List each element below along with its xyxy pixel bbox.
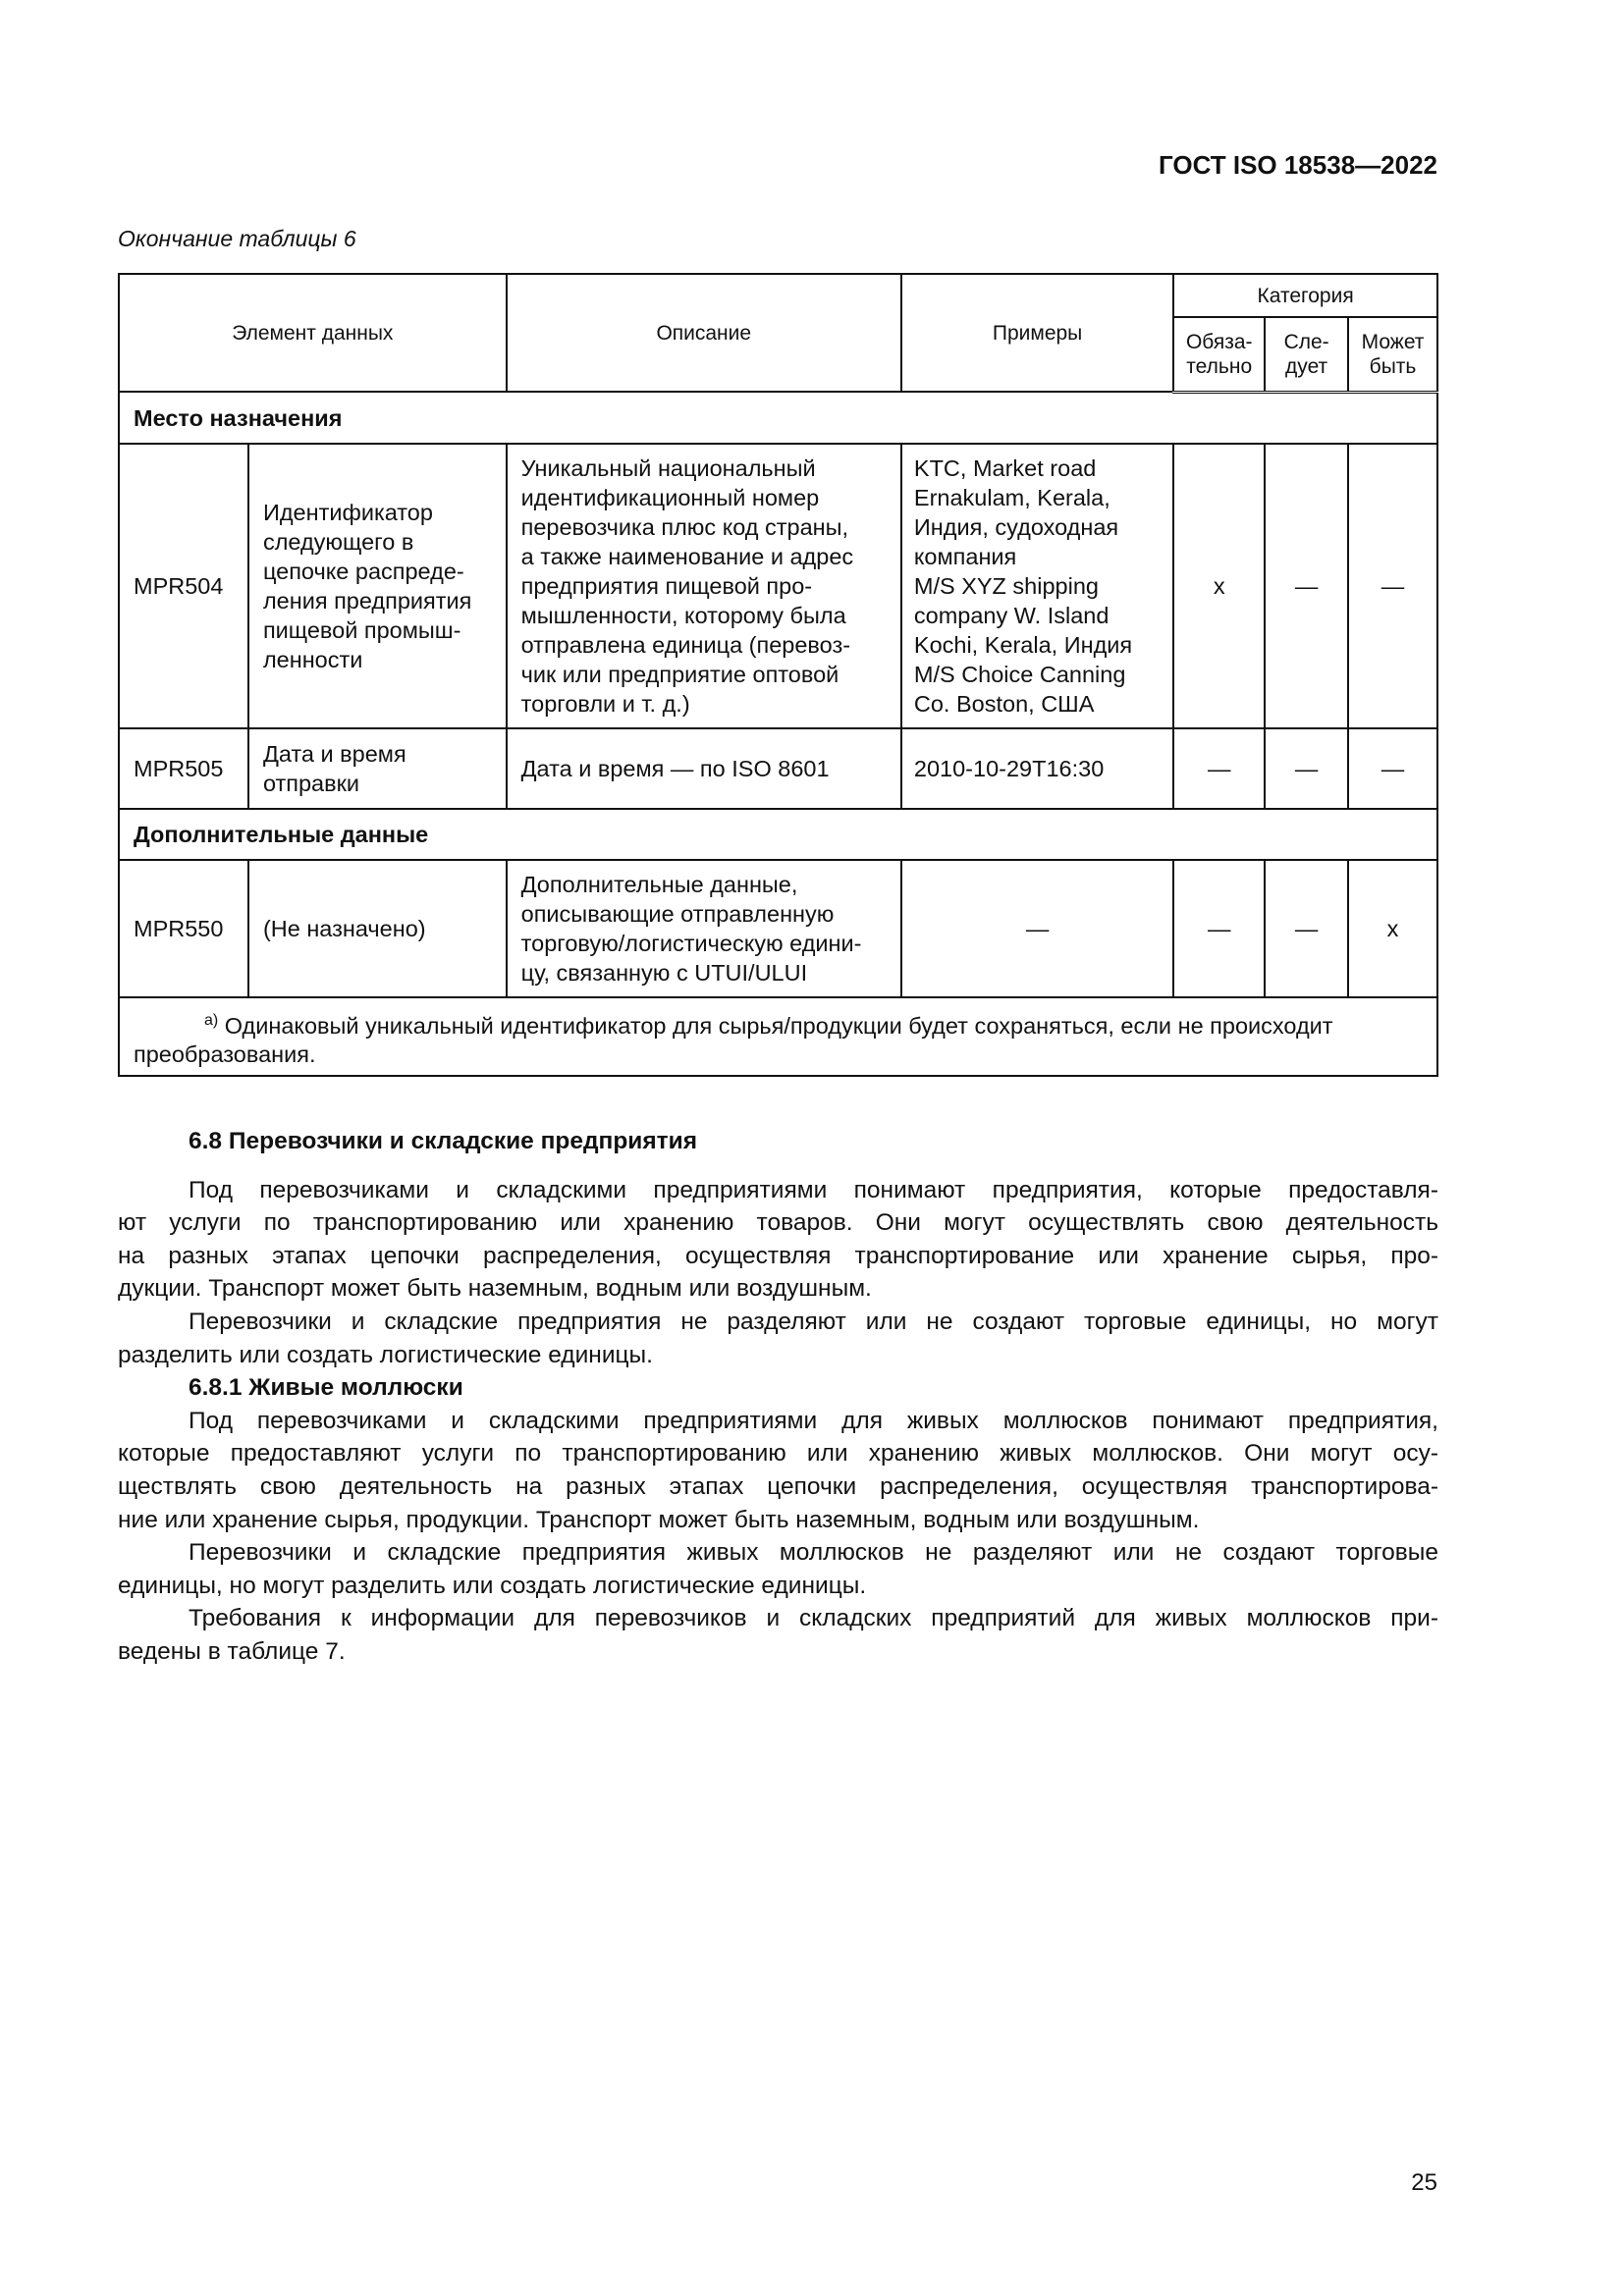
document-id: ГОСТ ISO 18538—2022 bbox=[1158, 150, 1437, 180]
table-caption: Окончание таблицы 6 bbox=[118, 226, 356, 251]
header-may: Может быть bbox=[1348, 317, 1437, 392]
row-mandatory: — bbox=[1173, 728, 1265, 809]
text-line: ние или хранение сырья, продукции. Транспорт может быть наземным, водным или воздушным. bbox=[118, 1506, 1200, 1533]
header-should: Сле- дует bbox=[1265, 317, 1348, 392]
subsection-heading: 6.8.1 Живые моллюски bbox=[189, 1374, 463, 1402]
row-example: — bbox=[901, 860, 1173, 997]
table-footnote bbox=[119, 997, 1437, 1077]
header-examples: Примеры bbox=[901, 274, 1173, 392]
paragraph bbox=[118, 1405, 1438, 1536]
header-mandatory: Обяза- тельно bbox=[1173, 317, 1265, 392]
row-code: MPR504 bbox=[119, 444, 248, 728]
header-category: Категория bbox=[1173, 274, 1437, 317]
row-may: — bbox=[1348, 444, 1437, 728]
text-line: ществлять свою деятельность на разных этапах цепочки распределения, осуществляя транспортирова- bbox=[118, 1472, 1438, 1500]
row-should: — bbox=[1265, 860, 1348, 997]
row-example: KTC, Market road Ernakulam, Kerala, Индия, судоходная компания M/S XYZ shipping company W. Island Kochi, Kerala, Индия M/S Choice Canning Co. Boston, США bbox=[901, 444, 1173, 728]
data-table bbox=[118, 273, 1438, 1077]
table-row bbox=[119, 728, 1437, 809]
text-line: на разных этапах цепочки распределения, осуществляя транспортирование или хранение сырья, про- bbox=[118, 1242, 1438, 1269]
header-element: Элемент данных bbox=[119, 274, 507, 392]
row-example: 2010-10-29T16:30 bbox=[901, 728, 1173, 809]
text-line: которые предоставляют услуги по транспортированию или хранению живых моллюсков. Они могут осу- bbox=[118, 1440, 1438, 1468]
row-mandatory: — bbox=[1173, 860, 1265, 997]
row-description: Дополнительные данные, описывающие отправленную торговую/логистическую едини- цу, связанную с UTUI/ULUI bbox=[507, 860, 901, 997]
row-description: Уникальный национальный идентификационный номер перевозчика плюс код страны, а также наименование и адрес предприятия пищевой про- мышленности, которому была отправлена единица (перевоз- чик или предприятие оптовой торговли и т. д.) bbox=[507, 444, 901, 728]
row-may: x bbox=[1348, 860, 1437, 997]
section-destination: Место назначения bbox=[119, 392, 1437, 444]
row-name: (Не назначено) bbox=[248, 860, 507, 997]
text-line: разделить или создать логистические единицы. bbox=[118, 1341, 653, 1368]
row-should: — bbox=[1265, 728, 1348, 809]
footnote-text: Одинаковый уникальный идентификатор для сырья/продукции будет сохраняться, если не происходит преобразования. bbox=[134, 1012, 1333, 1068]
text-line: ведены в таблице 7. bbox=[118, 1637, 346, 1665]
row-code: MPR550 bbox=[119, 860, 248, 997]
table-row bbox=[119, 444, 1437, 728]
paragraph bbox=[118, 1602, 1438, 1668]
text-line: дукции. Транспорт может быть наземным, водным или воздушным. bbox=[118, 1275, 872, 1303]
text-line: ют услуги по транспортированию или хранению товаров. Они могут осуществлять свою деятельность bbox=[118, 1209, 1438, 1237]
paragraph bbox=[118, 1174, 1438, 1306]
text-line: Требования к информации для перевозчиков и складских предприятий для живых моллюсков при- bbox=[189, 1605, 1438, 1632]
text-line: Под перевозчиками и складскими предприятиями для живых моллюсков понимают предприятия, bbox=[189, 1407, 1438, 1434]
text-line: Перевозчики и складские предприятия не разделяют или не создают торговые единицы, но могут bbox=[189, 1308, 1438, 1335]
footnote-mark: a) bbox=[204, 1011, 219, 1029]
row-may: — bbox=[1348, 728, 1437, 809]
body-text bbox=[118, 1125, 1438, 1669]
row-name: Дата и время отправки bbox=[248, 728, 507, 809]
text-line: Перевозчики и складские предприятия живых моллюсков не разделяют или не создают торговые bbox=[189, 1539, 1438, 1567]
text-line: единицы, но могут разделить или создать логистические единицы. bbox=[118, 1572, 867, 1599]
section-heading: 6.8 Перевозчики и складские предприятия bbox=[189, 1128, 698, 1154]
row-should: — bbox=[1265, 444, 1348, 728]
paragraph bbox=[118, 1306, 1438, 1371]
row-name: Идентификатор следующего в цепочке распреде- ления предприятия пищевой промыш- ленности bbox=[248, 444, 507, 728]
page-number: 25 bbox=[1411, 2169, 1437, 2196]
header-description: Описание bbox=[507, 274, 901, 392]
row-description: Дата и время — по ISO 8601 bbox=[507, 728, 901, 809]
row-code: MPR505 bbox=[119, 728, 248, 809]
table-row bbox=[119, 860, 1437, 997]
section-additional: Дополнительные данные bbox=[119, 809, 1437, 860]
paragraph bbox=[118, 1536, 1438, 1602]
row-mandatory: x bbox=[1173, 444, 1265, 728]
text-line: Под перевозчиками и складскими предприятиями понимают предприятия, которые предоставля- bbox=[189, 1176, 1438, 1203]
